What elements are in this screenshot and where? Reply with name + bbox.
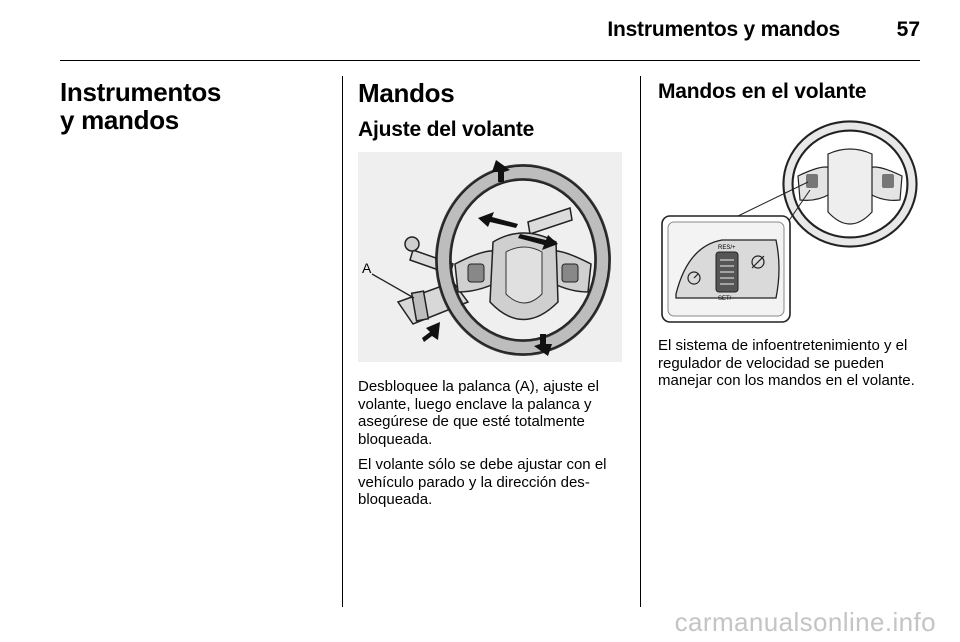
paragraph-steering-controls: El sistema de infoentretenimiento y el regulador de velocidad se pueden manejar con los mandos en el volante. <box>658 337 915 389</box>
page-number: 57 <box>896 18 920 41</box>
running-header-title: Instrumentos y mandos <box>607 18 840 41</box>
chapter-title-line-1: Instrumentos <box>60 77 222 107</box>
paragraph-adjust-instructions: Desbloquee la palanca (A), ajuste el volante, luego enclave la palanca y asegúrese de que esté totalmente bloqueada. <box>358 378 599 448</box>
lever-label-a: A <box>362 260 372 276</box>
steering-wheel-controls-illustration <box>658 118 922 328</box>
section-title-mandos: Mandos <box>358 78 455 108</box>
steering-wheel-adjustment-illustration <box>358 152 622 362</box>
column-divider-left <box>342 76 343 607</box>
chapter-title-line-2: y mandos <box>60 105 179 135</box>
paragraph-adjust-warning: El volante sólo se debe ajustar con el vehículo parado y la dirección desbloqueada. <box>358 456 607 508</box>
steering-wheel-adjustment-drawing <box>358 152 622 362</box>
chapter-title <box>60 78 320 134</box>
control-label-res: RES/+ <box>718 245 736 251</box>
control-label-set: SET/− <box>718 296 735 302</box>
section-title-mandos-volante: Mandos en el volante <box>658 80 867 103</box>
header-divider <box>60 60 920 61</box>
steering-wheel-controls-drawing <box>658 118 922 328</box>
column-divider-right <box>640 76 641 607</box>
subsection-title-ajuste-volante: Ajuste del volante <box>358 118 535 141</box>
watermark: carmanualsonline.info <box>674 607 936 637</box>
